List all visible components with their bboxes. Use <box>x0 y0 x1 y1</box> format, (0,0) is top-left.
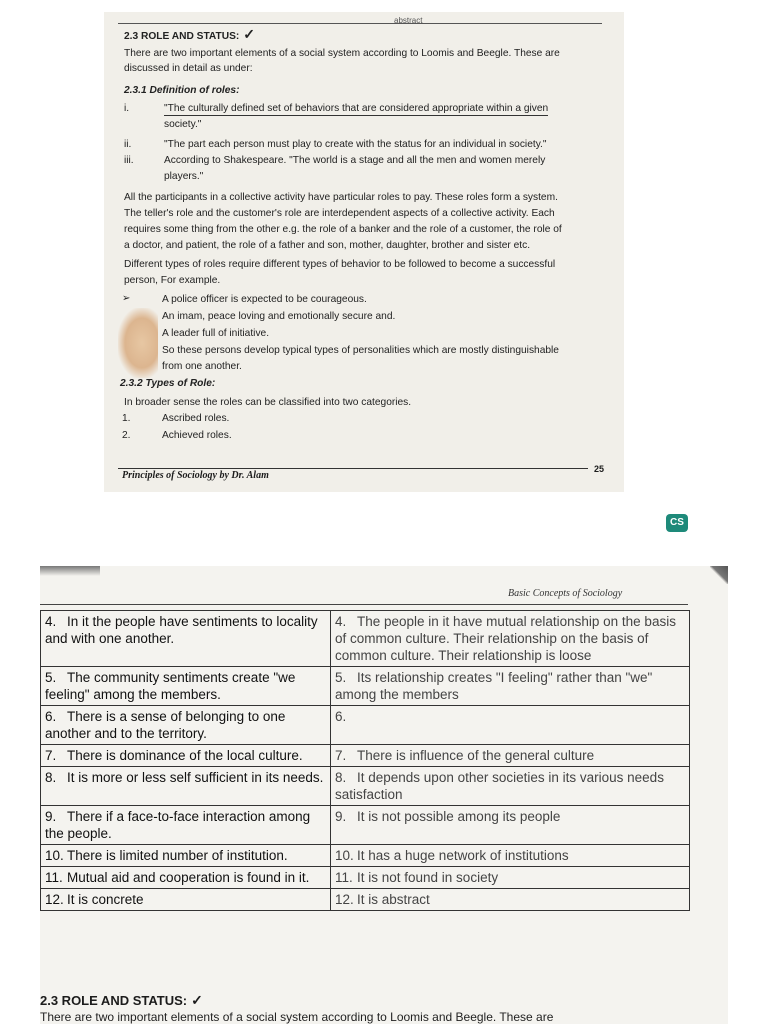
left-cell: 4. In it the people have sentiments to locality and with one another. <box>41 611 331 667</box>
left-cell: 9. There if a face-to-face interaction among the people. <box>41 806 331 845</box>
left-cell: 12. It is concrete <box>41 889 331 911</box>
checkmark-icon: ✓ <box>191 992 203 1008</box>
left-cell: 10. There is limited number of institution. <box>41 845 331 867</box>
def-text-2a: "The part each person must play to create with the status for an individual in society." <box>164 139 547 150</box>
right-cell: 6. <box>331 706 690 745</box>
page-top <box>104 12 624 492</box>
right-cell: 12. It is abstract <box>331 889 690 911</box>
page-bottom <box>40 566 728 1024</box>
section-heading-repeat: 2.3 ROLE AND STATUS: ✓ <box>40 992 203 1008</box>
page-edge-shadow <box>40 566 100 576</box>
footer-title: Principles of Sociology by Dr. Alam <box>122 470 269 481</box>
type-num: 1. <box>122 413 131 424</box>
camscanner-logo-icon: CS <box>666 514 688 532</box>
left-cell: 8. It is more or less self sufficient in its needs. <box>41 767 331 806</box>
sub-heading-types: 2.3.2 Types of Role: <box>120 378 216 389</box>
example-line: So these persons develop typical types of personalities which are mostly distinguishable <box>162 345 559 356</box>
paragraph-line: Different types of roles require different types of behavior to be followed to become a successful <box>124 259 556 270</box>
right-cell: 9. It is not possible among its people <box>331 806 690 845</box>
left-cell: 5. The community sentiments create "we feeling" among the members. <box>41 667 331 706</box>
top-rule <box>118 23 602 24</box>
example-line: from one another. <box>162 361 242 372</box>
table-row <box>41 867 690 889</box>
def-marker-1: i. <box>124 103 130 114</box>
table-row <box>41 611 690 667</box>
def-marker-2: ii. <box>124 139 132 150</box>
footer-rule <box>118 468 588 469</box>
section-heading: 2.3 ROLE AND STATUS: ✓ <box>124 26 256 42</box>
table-row <box>41 845 690 867</box>
page-number: 25 <box>594 464 605 474</box>
checkmark-icon: ✓ <box>243 26 256 42</box>
def-marker-3: iii. <box>124 155 134 166</box>
def-text-3b: players." <box>164 171 204 182</box>
stub-text: abstract <box>394 16 423 25</box>
right-cell: 5. Its relationship creates "I feeling" rather than "we" among the members <box>331 667 690 706</box>
right-cell: 10. It has a huge network of institutions <box>331 845 690 867</box>
paragraph-line: The teller's role and the customer's role are interdependent aspects of a collective activity. Each <box>124 208 555 219</box>
type-label: Achieved roles. <box>162 430 232 441</box>
table-row <box>41 806 690 845</box>
bullet-arrow-icon: ➢ <box>122 293 131 304</box>
header-rule <box>40 604 688 605</box>
paragraph-line: person, For example. <box>124 275 221 286</box>
example-line: An imam, peace loving and emotionally secure and. <box>162 311 396 322</box>
example-line: A police officer is expected to be courageous. <box>162 294 367 305</box>
table-row <box>41 706 690 745</box>
right-cell: 7. There is influence of the general culture <box>331 745 690 767</box>
def-text-3a: According to Shakespeare. "The world is a stage and all the men and women merely <box>164 155 546 166</box>
def-text-1a: "The culturally defined set of behaviors that are considered appropriate within a given <box>164 103 549 114</box>
intro-line-2: discussed in detail as under: <box>124 63 253 74</box>
thumb-image <box>118 308 158 378</box>
cut-off-line: There are two important elements of a social system according to Loomis and Beegle. These are <box>40 1010 554 1024</box>
table-row <box>41 745 690 767</box>
paragraph-line: All the participants in a collective activity have particular roles to pay. These roles form a system. <box>124 192 558 203</box>
comparison-table <box>40 610 690 911</box>
right-cell: 11. It is not found in society <box>331 867 690 889</box>
table-row <box>41 889 690 911</box>
left-cell: 7. There is dominance of the local culture. <box>41 745 331 767</box>
paragraph-line: a doctor, and patient, the role of a father and son, mother, daughter, brother and sister etc. <box>124 240 531 251</box>
intro-line-1: There are two important elements of a social system according to Loomis and Beegle. These are <box>124 48 560 59</box>
table-row <box>41 667 690 706</box>
types-intro: In broader sense the roles can be classified into two categories. <box>124 397 412 408</box>
running-header: Basic Concepts of Sociology <box>508 588 623 599</box>
type-label: Ascribed roles. <box>162 413 230 424</box>
right-cell: 4. The people in it have mutual relationship on the basis of common culture. Their relationship on the basis of common culture. Their relationship is loose <box>331 611 690 667</box>
paragraph-line: requires some thing from the other e.g. the role of a banker and the role of a customer, the role of <box>124 224 562 235</box>
right-cell: 8. It depends upon other societies in its various needs satisfaction <box>331 767 690 806</box>
sub-heading-definition: 2.3.1 Definition of roles: <box>124 85 240 96</box>
page-corner-shadow <box>710 566 728 584</box>
left-cell: 11. Mutual aid and cooperation is found in it. <box>41 867 331 889</box>
table-row <box>41 767 690 806</box>
left-cell: 6. There is a sense of belonging to one another and to the territory. <box>41 706 331 745</box>
type-num: 2. <box>122 430 131 441</box>
example-line: A leader full of initiative. <box>162 328 270 339</box>
def-text-1b: society." <box>164 119 202 130</box>
